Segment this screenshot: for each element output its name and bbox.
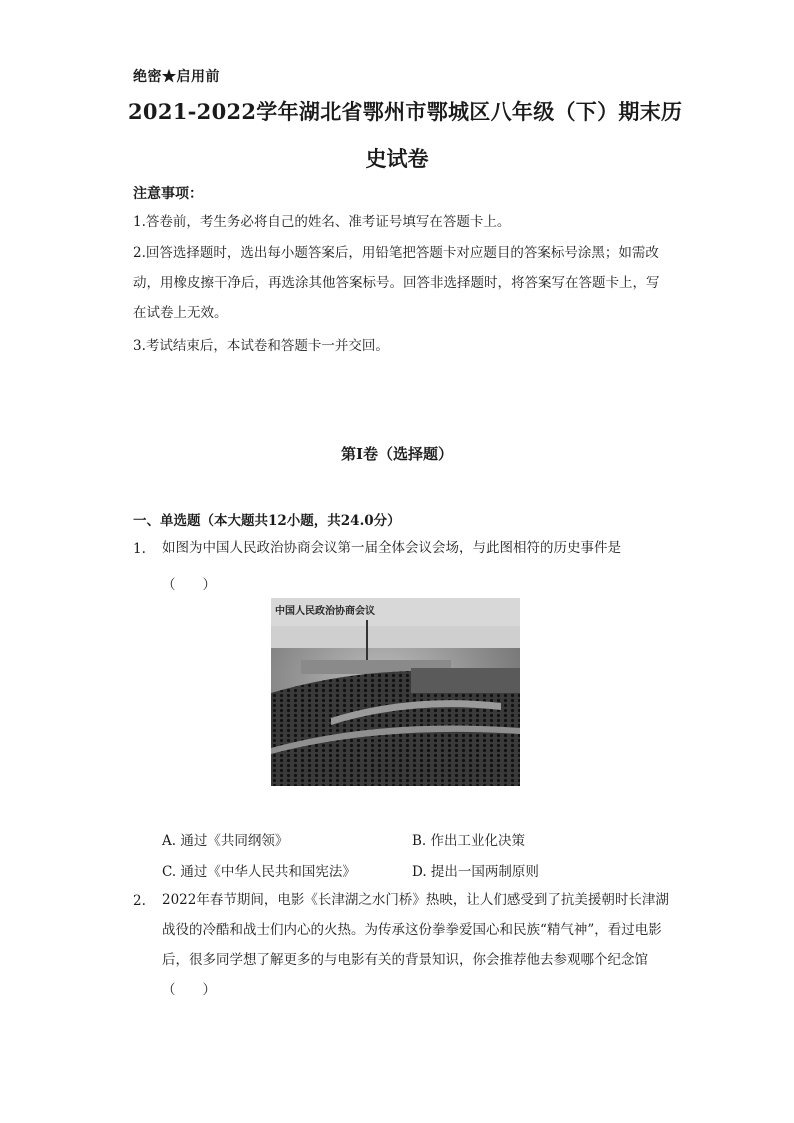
notice-item-1: 1.答卷前，考生务必将自己的姓名、准考证号填写在答题卡上。	[133, 214, 511, 230]
notice-item-2: 2.回答选择题时，选出每小题答案后，用铅笔把答题卡对应题目的答案标号涂黑；如需改动，用橡皮擦干净后，再选涂其他答案标号。回答非选择题时，将答案写在答题卡上，写在试卷上无效。	[133, 245, 660, 321]
question-number: 1.	[133, 541, 146, 557]
question-text: 如图为中国人民政治协商会议第一届全体会议会场，与此图相符的历史事件是	[162, 540, 621, 556]
question-text: 2022年春节期间，电影《长津湖之水门桥》热映，让人们感受到了抗美援朝时长津湖战役的冷酷和战士们内心的火热。为传承这份拳拳爱国心和民族“精气神”，看过电影后，很多同学想了解更多的与电影有关的背景知识，你会推荐他去参观哪个纪念馆（ ）	[162, 892, 669, 998]
answer-blank: （ ）	[162, 577, 216, 593]
option-d[interactable]: D. 提出一国两制原则	[412, 864, 539, 880]
part-title: 一、单选题（本大题共12小题，共24.0分）	[133, 513, 401, 529]
section-title: 第I卷（选择题）	[340, 445, 454, 463]
notice-item-3: 3.考试结束后，本试卷和答题卡一并交回。	[133, 338, 389, 354]
photo-banner-text: 中国人民政治协商会议	[275, 606, 375, 617]
option-c[interactable]: C. 通过《中华人民共和国宪法》	[162, 864, 356, 880]
notice-heading: 注意事项：	[133, 186, 203, 202]
question-number: 2.	[133, 893, 146, 909]
secret-label: 绝密★启用前	[133, 69, 220, 85]
option-b[interactable]: B. 作出工业化决策	[412, 833, 526, 849]
exam-title-line2: 史试卷	[365, 146, 429, 171]
exam-title-line1: 2021-2022学年湖北省鄂州市鄂城区八年级（下）期末历	[128, 99, 683, 124]
meeting-hall-photo	[271, 598, 520, 786]
option-a[interactable]: A. 通过《共同纲领》	[162, 833, 289, 849]
